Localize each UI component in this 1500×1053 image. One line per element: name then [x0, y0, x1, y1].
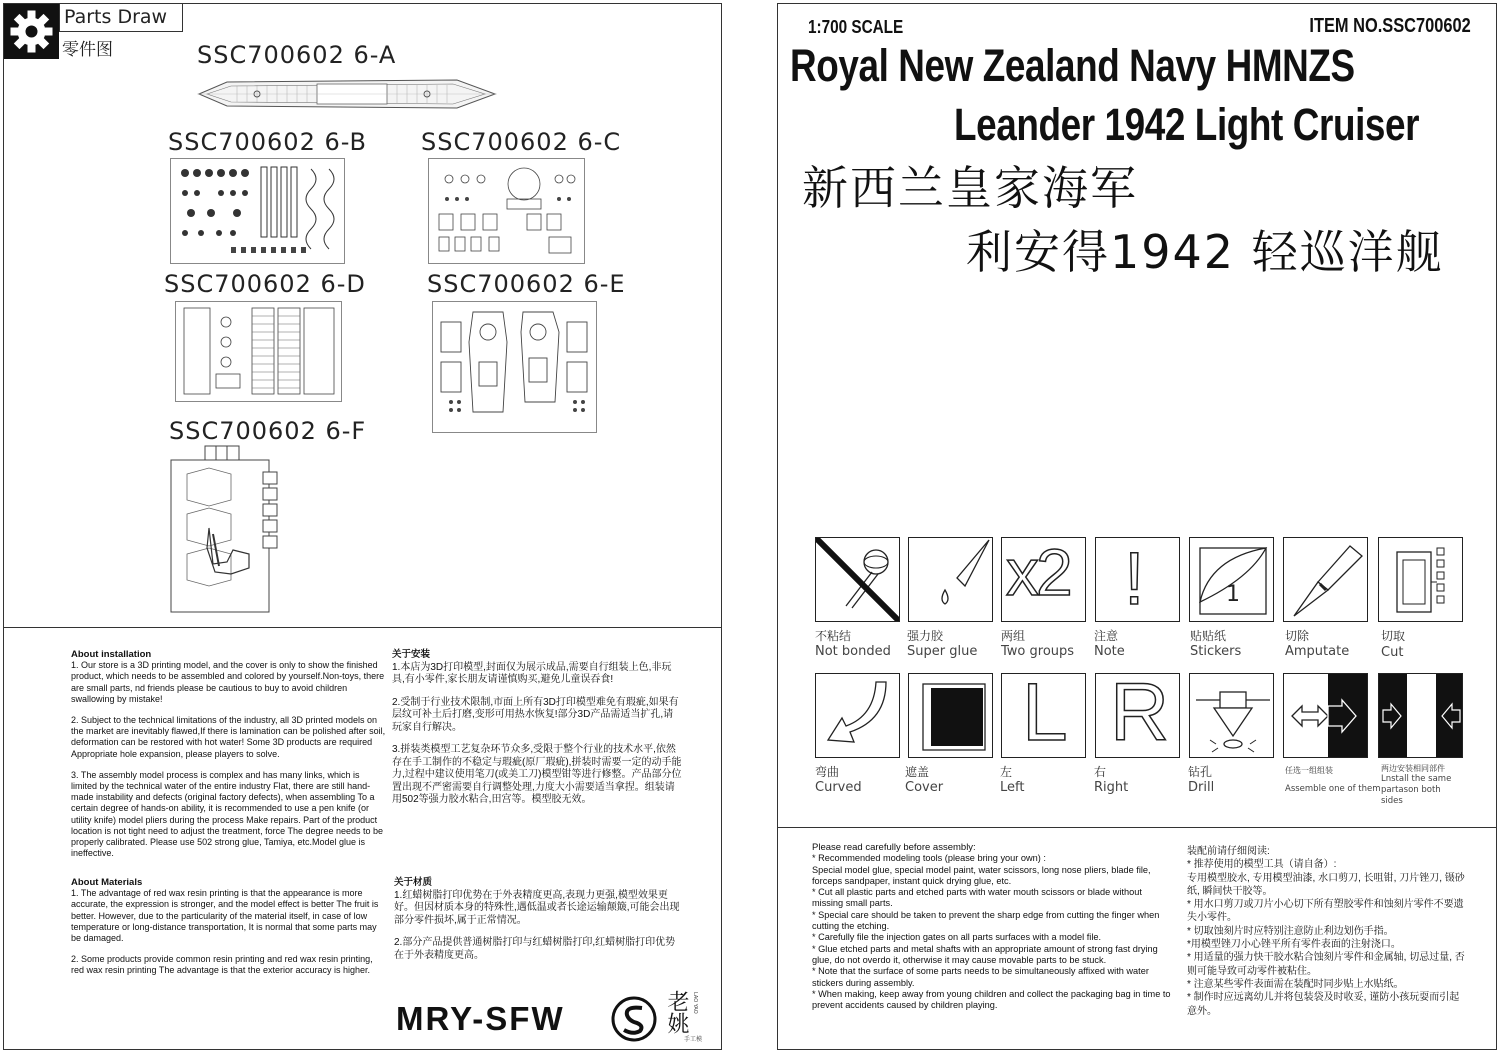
drill-icon: [1189, 673, 1274, 758]
materials-cn-section: [394, 877, 684, 972]
read-en-line: * Note that the surface of some parts needs to be simultaneously affixed with water stickers during assembly.: [812, 966, 1149, 988]
read-en-heading: Please read carefully before assembly:: [812, 842, 976, 853]
read-cn-section: [1187, 845, 1467, 1018]
part-label-a: SSC700602 6-A: [197, 41, 397, 69]
left-label-cn: 左: [1000, 765, 1013, 779]
install-en-heading: About installation: [71, 649, 152, 660]
read-en-line: * Cut all plastic parts and etched parts with water mouth scissors or blade without missing small parts.: [812, 887, 1142, 909]
title-cn-line1: 新西兰皇家海军: [802, 161, 1138, 215]
part-label-f: SSC700602 6-F: [169, 417, 367, 445]
amputate-label-cn: 切除: [1285, 629, 1310, 643]
note-label-en: Note: [1094, 644, 1125, 659]
brand-seal: [664, 990, 710, 1044]
read-cn-line: 专用模型胶水, 专用模型油漆, 水口剪刀, 长咀钳, 刀片锉刀, 镊砂纸, 瞬间快干胶等。: [1187, 872, 1465, 897]
part-sheet-e: [432, 301, 597, 433]
super-glue-icon: [908, 537, 993, 622]
title-en-line1: Royal New Zealand Navy HMNZS: [790, 40, 1355, 91]
read-en-line: * Glue etched parts and metal shafts with an appropriate amount of strong fast drying glue, do not overdo it, otherwise it may cause movable parts to be stuck.: [812, 943, 1158, 965]
cut-label-en: Cut: [1381, 645, 1404, 660]
install-cn-section: [392, 649, 682, 817]
read-cn-line: * 切取蚀刻片时应特别注意防止利边划伤手指。: [1187, 925, 1394, 937]
install-en-p2: 2. Subject to the technical limitations of the industry, all 3D printed models on the market are inevitably flawed,If there is lamination can be polished after soil, deformation can be restored with hot water! Some 3D products are required Appropriate hole expansion, please players to solve.: [71, 715, 386, 759]
install-cn-heading: 关于安装: [392, 649, 431, 660]
amputate-label-en: Amputate: [1285, 644, 1350, 659]
note-label-cn: 注意: [1094, 629, 1119, 643]
stickers-icon: [1189, 537, 1274, 622]
part-label-b: SSC700602 6-B: [168, 128, 368, 156]
part-label-c: SSC700602 6-C: [421, 128, 622, 156]
install-en-p1: 1. Our store is a 3D printing model, and the cover is only to show the finished product, which needs to be assembled and colored by yourself.Non-toys, there are small parts, nd friends please be cautious to buy to avoid children swallowing by mistake!: [71, 660, 385, 704]
right-label-en: Right: [1094, 780, 1129, 795]
stickers-glyph: 1: [1226, 582, 1240, 607]
part-label-e: SSC700602 6-E: [427, 270, 626, 298]
read-cn-line: * 推荐使用的模型工具（请自备）:: [1187, 859, 1337, 871]
read-en-line: * Special care should be taken to prevent the sharp edge from cutting the finger when cutting the etching.: [812, 909, 1160, 932]
cut-icon: [1378, 537, 1463, 622]
cover-label-cn: 遮盖: [905, 765, 930, 779]
right-glyph: R: [1110, 673, 1170, 758]
left-icon: [1001, 673, 1086, 758]
install-cn-p3: 3.拼装类模型工艺复杂环节众多,受限于整个行业的技术水平,依然存在手工制作的不稳定与瑕疵(原厂瑕疵),拼装时需要一定的动手能力,过程中建议使用笔刀(或美工刀)模型钳等进行修整。产品部分位置出现不严密需要自行调整处理,力度大小需要适当拿捏。组装请用502等强力胶水粘合,田宫等。模型胶无效。: [392, 744, 682, 805]
stickers-label-en: Stickers: [1190, 644, 1242, 659]
materials-cn-heading: 关于材质: [394, 877, 433, 888]
instructions-panel: [3, 627, 722, 1050]
left-label-en: Left: [1000, 780, 1025, 795]
two-groups-label-cn: 两组: [1001, 629, 1026, 643]
materials-en-p1: 1. The advantage of red wax resin printing is that the appearance is more accurate, the expression is stronger, and the model effect is better The fruit is better. However, due to the particularity of the material itself, in case of low temperature or long-distance transportation, It is normal that some parts may be damaged.: [71, 888, 379, 944]
title-cn-line2: 利安得1942 轻巡洋舰: [966, 225, 1444, 279]
install-cn-p2: 2.受制于行业技术限制,市面上所有3D打印模型难免有瑕疵,如果有层纹可补土后打磨,变形可用热水恢复!部分3D产品需适当扩孔,请玩家自行解决。: [392, 696, 679, 733]
cover-panel: [777, 3, 1497, 828]
scale-label: 1:700 SCALE: [808, 17, 904, 37]
read-en-line: * Recommended modeling tools (please bring your own) :: [812, 853, 1046, 864]
stickers-label-cn: 贴贴纸: [1190, 629, 1227, 643]
read-en-line: * Carefully file the injection gates on all parts surfaces with a model file.: [812, 932, 1102, 943]
install-both-label-cn: 两边安装相同部件: [1381, 764, 1445, 773]
part-sheet-a: [197, 72, 497, 116]
read-cn-line: * 用适量的强力快干胶水粘合蚀刻片零件和金属轴, 切忌过量, 否则可能导致可动零件被粘住。: [1187, 952, 1465, 977]
parts-draw-panel: [3, 3, 722, 628]
brand-s-emblem: [611, 996, 657, 1042]
cover-label-en: Cover: [905, 780, 944, 795]
item-number: ITEM NO.SSC700602: [1309, 15, 1471, 37]
note-glyph: !: [1124, 537, 1145, 620]
super-glue-label-en: Super glue: [907, 644, 978, 659]
read-en-section: [812, 842, 1174, 1011]
not-bonded-label-cn: 不粘结: [815, 629, 852, 643]
curved-label-cn: 弯曲: [815, 765, 840, 779]
two-groups-icon: [1001, 537, 1086, 622]
part-sheet-c: [428, 158, 585, 264]
right-icon: [1095, 673, 1180, 758]
amputate-icon: [1283, 537, 1368, 622]
install-en-p3: 3. The assembly model process is complex and has many links, which is limited by the technical water of the entire industry Flat, there are still hand-made instability and defects (original factory defects), when assembling To a certain degree of hands-on ability, it is recommended to use a pen knife (or utility knife) model pliers during the process Make repairs. Part of the product location is not tight need to adjust the treatment, force The degree needs to be properly calibrated. Please use 502 strong glue, Tamiya, etc.Model glue is ineffective.: [71, 769, 384, 859]
not-bonded-label-en: Not bonded: [815, 644, 891, 659]
note-icon: [1095, 537, 1180, 622]
assemble-one-label-cn: 任选一组组装: [1285, 766, 1333, 775]
install-cn-p1: 1.本店为3D打印模型,封面仅为展示成品,需要自行组装上色,非玩具,有小零件,家长朋友请谨慎购买,避免儿童误吞食!: [392, 661, 672, 685]
materials-en-p2: 2. Some products provide common resin printing and red wax resin printing, red wax resin printing The advantage is that the exterior accuracy is higher.: [71, 954, 373, 976]
assemble-one-label-en: Assemble one of them: [1285, 784, 1381, 794]
not-bonded-icon: [815, 537, 900, 622]
drill-label-en: Drill: [1188, 780, 1215, 795]
read-en-line: * When making, keep away from young children and collect the packaging bag in time to prevent accidents caused by children playing.: [812, 988, 1171, 1011]
brand-seal-text: 老姚: [664, 990, 689, 1034]
two-groups-label-en: Two groups: [1001, 644, 1075, 659]
right-label-cn: 右: [1094, 765, 1107, 779]
brand-seal-small: LAO YAO: [692, 992, 698, 1014]
cut-label-cn: 切取: [1381, 629, 1406, 643]
materials-en-heading: About Materials: [71, 877, 143, 888]
read-cn-line: * 注意某些零件表面需在装配时同步贴上水贴纸。: [1187, 978, 1404, 990]
part-sheet-f: [169, 444, 281, 616]
parts-draw-subtitle: 零件图: [62, 40, 113, 60]
read-cn-line: * 制作时应远离幼儿并将包装袋及时收妥, 谨防小孩玩耍而引起意外。: [1187, 992, 1460, 1017]
assemble-one-icon: [1283, 673, 1368, 758]
drill-label-cn: 钻孔: [1188, 765, 1213, 779]
brand-seal-sub: 手工模: [684, 1036, 703, 1043]
title-en-line2: Leander 1942 Light Cruiser: [954, 99, 1420, 150]
two-groups-glyph: x2: [1006, 537, 1070, 609]
materials-en-section: [71, 877, 386, 987]
read-cn-line: *用模型锉刀小心锉平所有零件表面的注射浇口。: [1187, 939, 1401, 951]
assembly-notes-panel: [777, 827, 1497, 1050]
part-sheet-b: [170, 158, 345, 264]
cover-icon: [908, 673, 993, 758]
brand-logo: MRY-SFW: [396, 1000, 565, 1037]
materials-cn-p1: 1.红蜡树脂打印优势在于外表精度更高,表现力更强,模型效果更好。但因材质本身的特殊性,遇低温或者长途运输颠簸,可能会出现部分零件损坏,属于正常情况。: [394, 889, 680, 926]
curved-icon: [815, 673, 900, 758]
part-label-d: SSC700602 6-D: [164, 270, 366, 298]
read-cn-line: * 用水口剪刀或刀片小心切下所有塑胶零件和蚀刻片零件不要遗失小零件。: [1187, 899, 1464, 924]
install-en-section: [71, 649, 386, 869]
install-both-icon: [1378, 673, 1463, 758]
super-glue-label-cn: 强力胶: [907, 629, 944, 643]
read-en-line: Special model glue, special model paint, water scissors, long nose pliers, blade file, forceps sandpaper, instant quick drying glue, etc.: [812, 864, 1151, 886]
install-both-label-en: Lnstall the same partason both sides: [1381, 774, 1452, 806]
left-glyph: L: [1022, 673, 1068, 758]
part-sheet-d: [175, 301, 342, 402]
curved-label-en: Curved: [815, 780, 862, 795]
read-cn-heading: 装配前请仔细阅读:: [1187, 846, 1270, 857]
gear-icon: [4, 4, 59, 59]
parts-draw-title-box: [59, 4, 183, 32]
materials-cn-p2: 2.部分产品提供普通树脂打印与红蜡树脂打印,红蜡树脂打印优势在于外表精度更高。: [394, 937, 676, 961]
parts-draw-title: Parts Draw: [64, 6, 168, 28]
